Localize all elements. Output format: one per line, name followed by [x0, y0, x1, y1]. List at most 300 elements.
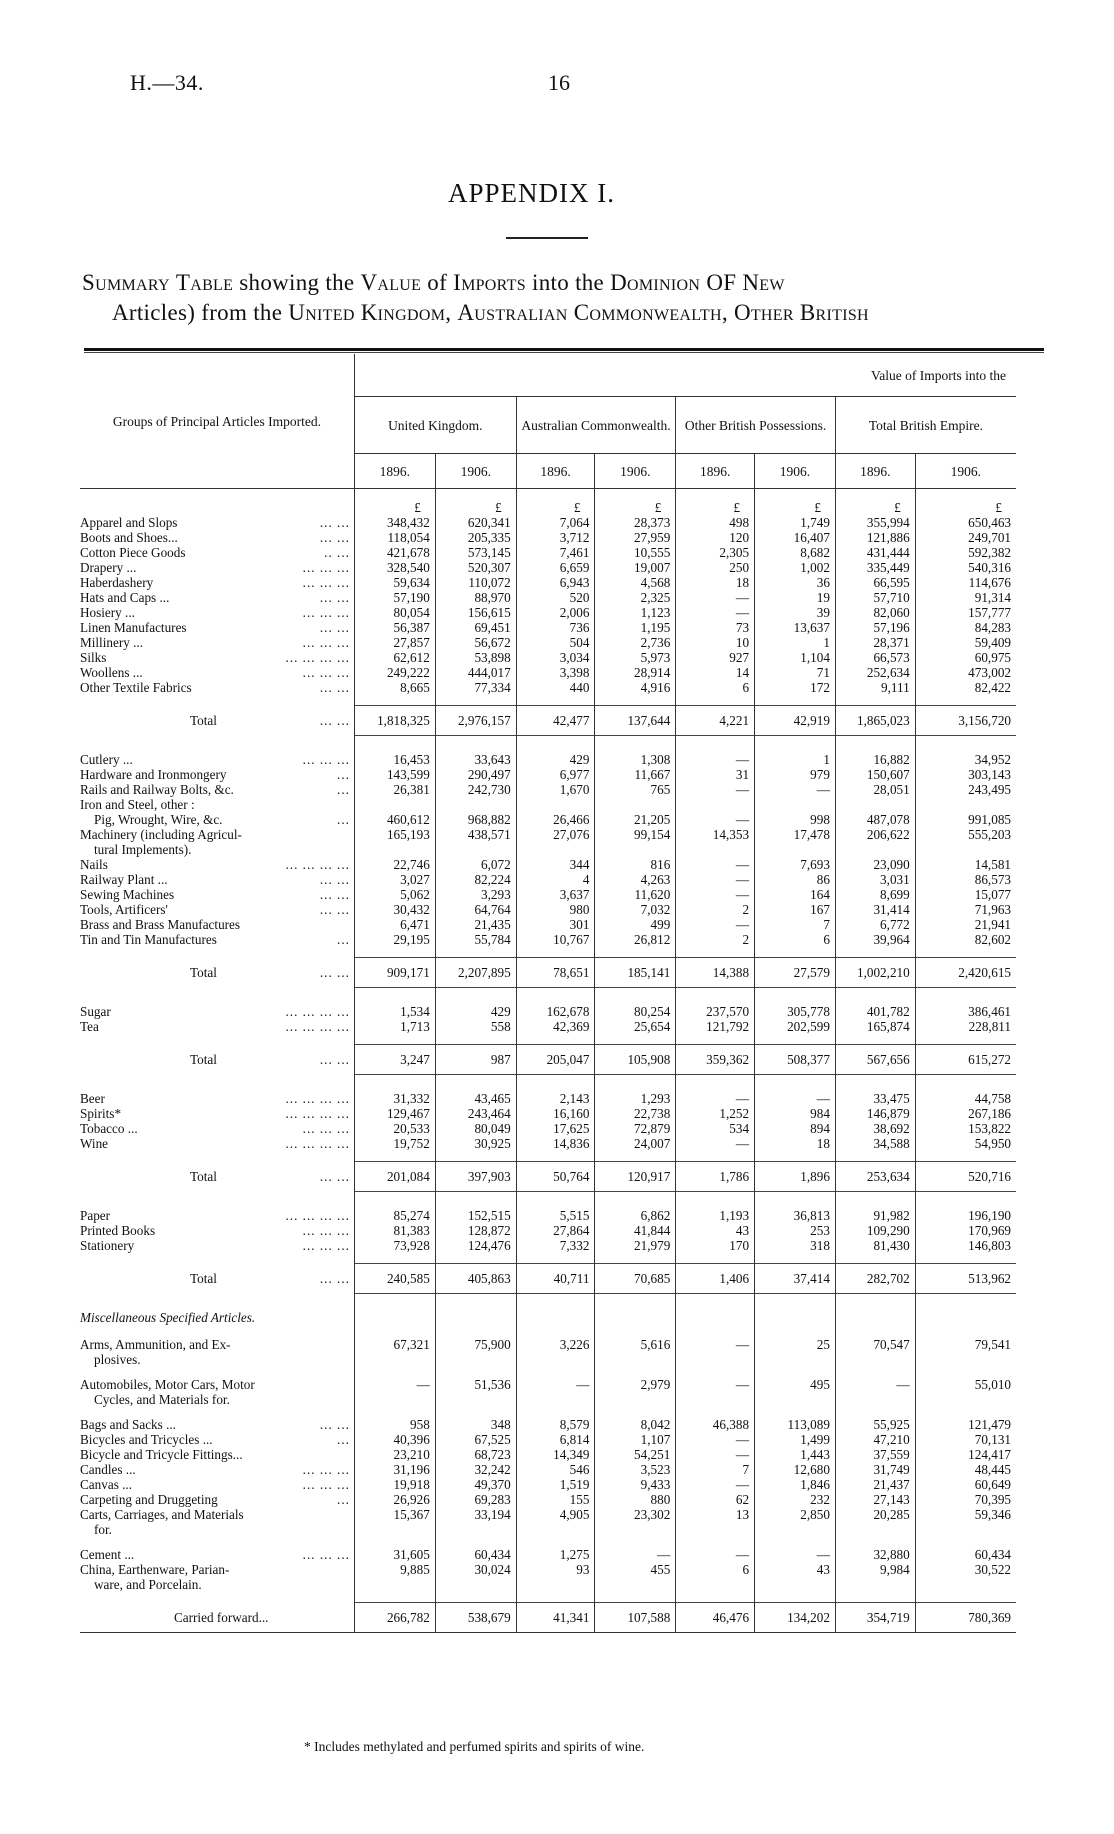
summary-word: Summary — [82, 270, 170, 295]
value-cell: 2,143 — [516, 1091, 595, 1106]
value-cell: 242,730 — [435, 782, 516, 797]
leader-dots: ... ... — [319, 964, 350, 980]
value-cell: 49,370 — [435, 1477, 516, 1492]
row-label — [80, 797, 354, 812]
value-cell: 60,434 — [915, 1547, 1016, 1562]
spacer-cell — [595, 1196, 676, 1208]
value-cell — [755, 797, 836, 812]
spacer-cell — [676, 1592, 755, 1603]
value-cell: 495 — [755, 1377, 836, 1392]
value-cell: 21,435 — [435, 917, 516, 932]
row-label — [80, 530, 354, 545]
spacer-cell — [435, 1325, 516, 1337]
value-cell: 71 — [755, 665, 836, 680]
row-label-text: Bicycles and Tricycles ... — [80, 1432, 213, 1447]
value-cell: 7 — [755, 917, 836, 932]
spacer-cell — [80, 947, 354, 958]
value-cell: 62 — [676, 1492, 755, 1507]
spacer-row — [80, 695, 1016, 706]
spacer-cell — [755, 695, 836, 706]
spacer-cell — [435, 1253, 516, 1264]
value-cell — [595, 1392, 676, 1407]
spacer-cell — [80, 1151, 354, 1162]
value-cell: 998 — [755, 812, 836, 827]
value-cell: 620,341 — [435, 515, 516, 530]
value-cell: 143,599 — [354, 767, 435, 782]
spacer-cell — [354, 1079, 435, 1091]
value-cell: 113,089 — [755, 1417, 836, 1432]
value-cell: 16,453 — [354, 752, 435, 767]
spacer-cell — [915, 1196, 1016, 1208]
spacer-cell — [835, 1298, 915, 1310]
table-row — [80, 1136, 1016, 1151]
value-cell: 2,979 — [595, 1377, 676, 1392]
spacer-cell — [435, 992, 516, 1004]
leader-dots: ... ... ... — [302, 1547, 350, 1562]
table-row — [80, 1238, 1016, 1253]
value-cell: — — [595, 1547, 676, 1562]
spacer-cell — [835, 740, 915, 752]
spacer-cell — [354, 1253, 435, 1264]
value-cell — [516, 797, 595, 812]
value-cell: 303,143 — [915, 767, 1016, 782]
spacer-cell — [435, 740, 516, 752]
spacer-cell — [755, 1592, 836, 1603]
spacer-cell — [80, 1196, 354, 1208]
table-row — [80, 605, 1016, 620]
summary-word: of — [427, 270, 448, 295]
value-cell: 328,540 — [354, 560, 435, 575]
row-label — [80, 1004, 354, 1019]
leader-dots: ... — [337, 932, 350, 947]
value-cell: — — [516, 1377, 595, 1392]
value-cell: 558 — [435, 1019, 516, 1034]
value-cell: 6 — [676, 1562, 755, 1577]
total-label-text: Total — [190, 712, 217, 728]
value-cell: 6,977 — [516, 767, 595, 782]
value-cell: 498 — [676, 515, 755, 530]
row-label-text: Carts, Carriages, and Materials — [80, 1507, 244, 1522]
total-value: 282,702 — [835, 1264, 915, 1294]
value-cell: 85,274 — [354, 1208, 435, 1223]
total-value: 567,656 — [835, 1045, 915, 1075]
carried-forward-value: 41,341 — [516, 1603, 595, 1633]
spacer-cell — [595, 992, 676, 1004]
value-cell: 164 — [755, 887, 836, 902]
value-cell: 9,433 — [595, 1477, 676, 1492]
value-cell: — — [676, 872, 755, 887]
value-cell: 991,085 — [915, 812, 1016, 827]
value-cell: 44,758 — [915, 1091, 1016, 1106]
carried-forward-value: 354,719 — [835, 1603, 915, 1633]
summary-word: the — [325, 270, 355, 295]
year-header: 1896. — [835, 454, 915, 489]
value-cell: 17,478 — [755, 827, 836, 842]
value-cell: 816 — [595, 857, 676, 872]
spacer-cell — [595, 1298, 676, 1310]
value-cell: 27,076 — [516, 827, 595, 842]
value-cell: 66,595 — [835, 575, 915, 590]
table-row — [80, 932, 1016, 947]
spacer-cell — [595, 740, 676, 752]
value-cell: 56,387 — [354, 620, 435, 635]
summary-word: OF — [706, 270, 737, 295]
spacer-cell — [435, 1151, 516, 1162]
row-label — [80, 857, 354, 872]
total-value: 3,156,720 — [915, 706, 1016, 736]
row-label — [80, 545, 354, 560]
summary-word: United — [288, 300, 355, 325]
footnote: * Includes methylated and perfumed spirits and spirits of wine. — [304, 1739, 645, 1754]
table-row — [80, 1091, 1016, 1106]
value-cell: 355,994 — [835, 515, 915, 530]
value-cell: 23,090 — [835, 857, 915, 872]
year-header: 1896. — [354, 454, 435, 489]
value-cell: 46,388 — [676, 1417, 755, 1432]
table-row — [80, 1121, 1016, 1136]
value-cell: 6,772 — [835, 917, 915, 932]
leader-dots: ... ... — [319, 902, 350, 917]
value-cell — [835, 842, 915, 857]
value-cell: 202,599 — [755, 1019, 836, 1034]
value-cell: 6,943 — [516, 575, 595, 590]
currency-symbol: £ — [435, 489, 516, 516]
value-cell — [676, 842, 755, 857]
leader-dots: ... ... — [319, 1051, 350, 1067]
spacer-cell — [435, 1298, 516, 1310]
spacer-cell — [516, 947, 595, 958]
total-value: 50,764 — [516, 1162, 595, 1192]
spacer-cell — [595, 1034, 676, 1045]
summary-line-2 — [112, 300, 1024, 326]
value-cell: 455 — [595, 1562, 676, 1577]
table-row — [80, 1004, 1016, 1019]
value-cell: 27,959 — [595, 530, 676, 545]
spacer-row — [80, 1325, 1016, 1337]
table-row — [80, 1432, 1016, 1447]
table-row — [80, 902, 1016, 917]
value-cell: 252,634 — [835, 665, 915, 680]
leader-dots: ... ... ... — [302, 575, 350, 590]
value-cell — [676, 1352, 755, 1367]
value-cell — [354, 1352, 435, 1367]
title-rule — [506, 237, 588, 239]
value-cell: 120 — [676, 530, 755, 545]
value-cell: 86 — [755, 872, 836, 887]
value-cell: 124,417 — [915, 1447, 1016, 1462]
value-cell: 4,916 — [595, 680, 676, 695]
value-cell: 592,382 — [915, 545, 1016, 560]
value-cell: — — [676, 1337, 755, 1352]
spacer-cell — [676, 992, 755, 1004]
spacer-cell — [835, 1034, 915, 1045]
table-row — [80, 842, 1016, 857]
row-label — [80, 887, 354, 902]
spacer-cell — [435, 947, 516, 958]
row-label-text: Spirits* — [80, 1106, 122, 1121]
value-cell: 1,002 — [755, 560, 836, 575]
value-cell: 504 — [516, 635, 595, 650]
value-cell: 165,874 — [835, 1019, 915, 1034]
spacer-cell — [595, 1537, 676, 1547]
value-cell: 26,812 — [595, 932, 676, 947]
value-cell: 8,665 — [354, 680, 435, 695]
row-label — [80, 752, 354, 767]
value-cell — [516, 842, 595, 857]
value-cell: 499 — [595, 917, 676, 932]
value-cell: 170,969 — [915, 1223, 1016, 1238]
spacer-cell — [915, 1079, 1016, 1091]
value-cell: 75,900 — [435, 1337, 516, 1352]
value-cell: 36,813 — [755, 1208, 836, 1223]
table-row — [80, 1477, 1016, 1492]
total-value: 42,477 — [516, 706, 595, 736]
value-cell: 69,283 — [435, 1492, 516, 1507]
spacer-cell — [755, 1196, 836, 1208]
value-cell: 9,885 — [354, 1562, 435, 1577]
spacer-row — [80, 992, 1016, 1004]
table-row — [80, 872, 1016, 887]
value-cell: 146,803 — [915, 1238, 1016, 1253]
value-cell: 16,160 — [516, 1106, 595, 1121]
carried-forward-value: 266,782 — [354, 1603, 435, 1633]
total-value: 909,171 — [354, 958, 435, 988]
value-cell: 301 — [516, 917, 595, 932]
spacer-cell — [915, 1325, 1016, 1337]
row-label — [80, 665, 354, 680]
value-cell — [435, 1577, 516, 1592]
spacer-cell — [354, 947, 435, 958]
spacer-cell — [595, 947, 676, 958]
value-cell: — — [676, 812, 755, 827]
leader-dots: ... ... ... — [302, 635, 350, 650]
row-label — [80, 590, 354, 605]
value-cell: 33,643 — [435, 752, 516, 767]
value-cell: 55,784 — [435, 932, 516, 947]
value-cell — [354, 1577, 435, 1592]
row-label-text: Printed Books — [80, 1223, 156, 1238]
value-cell: 1,749 — [755, 515, 836, 530]
total-row — [80, 958, 1016, 988]
value-cell: 6 — [755, 932, 836, 947]
spacer-cell — [80, 1407, 354, 1417]
value-cell: 91,982 — [835, 1208, 915, 1223]
year-header: 1906. — [435, 454, 516, 489]
row-label-text: Tin and Tin Manufactures — [80, 932, 217, 947]
row-label-text: Apparel and Slops — [80, 515, 178, 530]
currency-symbol: £ — [915, 489, 1016, 516]
groups-header: Groups of Principal Articles Imported. — [112, 413, 321, 429]
leader-dots: ... ... — [319, 887, 350, 902]
spacer-cell — [516, 1537, 595, 1547]
value-cell: 93 — [516, 1562, 595, 1577]
table-row — [80, 1562, 1016, 1577]
spacer-cell — [354, 1151, 435, 1162]
summary-word: Australian — [457, 300, 568, 325]
value-cell: 4 — [516, 872, 595, 887]
row-label — [80, 1447, 354, 1462]
value-cell: 21,205 — [595, 812, 676, 827]
value-cell: 64,764 — [435, 902, 516, 917]
value-cell: 11,620 — [595, 887, 676, 902]
leader-dots: ... — [337, 812, 350, 827]
leader-dots: ... ... ... — [302, 752, 350, 767]
value-cell: 67,525 — [435, 1432, 516, 1447]
year-header: 1896. — [516, 454, 595, 489]
spacer-row — [80, 947, 1016, 958]
table-row — [80, 635, 1016, 650]
value-cell: 9,984 — [835, 1562, 915, 1577]
row-label — [80, 842, 354, 857]
total-value: 397,903 — [435, 1162, 516, 1192]
value-cell: 736 — [516, 620, 595, 635]
leader-dots: ... ... — [319, 530, 350, 545]
value-cell: 14,349 — [516, 1447, 595, 1462]
page-number: 16 — [548, 70, 570, 95]
row-label — [80, 1121, 354, 1136]
row-label — [80, 1577, 354, 1592]
value-cell: 39 — [755, 605, 836, 620]
summary-word: Value — [360, 270, 422, 295]
total-value: 14,388 — [676, 958, 755, 988]
value-cell: 19 — [755, 590, 836, 605]
spacer-cell — [80, 1367, 354, 1377]
value-cell: 1,275 — [516, 1547, 595, 1562]
value-cell: 15,077 — [915, 887, 1016, 902]
spacer-cell — [516, 1325, 595, 1337]
value-cell: 43,465 — [435, 1091, 516, 1106]
value-cell: 1,193 — [676, 1208, 755, 1223]
value-cell — [435, 1352, 516, 1367]
value-cell: 440 — [516, 680, 595, 695]
value-cell — [835, 1392, 915, 1407]
summary-word: the — [575, 270, 605, 295]
leader-dots: ... ... — [319, 620, 350, 635]
value-cell: 14,581 — [915, 857, 1016, 872]
row-label-text: China, Earthenware, Parian- — [80, 1562, 230, 1577]
value-cell: 927 — [676, 650, 755, 665]
value-cell: 43 — [755, 1562, 836, 1577]
value-cell — [435, 1522, 516, 1537]
spacer-cell — [516, 1407, 595, 1417]
value-cell: 84,283 — [915, 620, 1016, 635]
value-cell: 70,131 — [915, 1432, 1016, 1447]
table-row — [80, 1577, 1016, 1592]
spacer-row — [80, 740, 1016, 752]
appendix-title: APPENDIX I. — [448, 178, 616, 208]
value-cell: 31,196 — [354, 1462, 435, 1477]
leader-dots: ... ... ... — [302, 1223, 350, 1238]
value-cell: 13 — [676, 1507, 755, 1522]
document-reference: H.—34. — [130, 70, 204, 95]
value-cell: 67,321 — [354, 1337, 435, 1352]
empty-cell — [354, 1310, 435, 1325]
value-cell: 121,792 — [676, 1019, 755, 1034]
value-cell: 33,194 — [435, 1507, 516, 1522]
summary-word: Other — [733, 300, 794, 325]
leader-dots: .. ... — [324, 545, 350, 560]
value-cell: 5,973 — [595, 650, 676, 665]
spacer-cell — [835, 1537, 915, 1547]
spacer-cell — [915, 947, 1016, 958]
column-group-header: Other British Possessions. — [676, 397, 836, 454]
value-cell: 10 — [676, 635, 755, 650]
spacer-cell — [915, 740, 1016, 752]
value-cell: 29,195 — [354, 932, 435, 947]
value-cell: 16,882 — [835, 752, 915, 767]
row-label-text: Cotton Piece Goods — [80, 545, 186, 560]
value-cell: 228,811 — [915, 1019, 1016, 1034]
value-cell: 1,670 — [516, 782, 595, 797]
total-value: 27,579 — [755, 958, 836, 988]
spacer-cell — [915, 695, 1016, 706]
row-label — [80, 1477, 354, 1492]
spacer-cell — [80, 1034, 354, 1045]
value-cell: 25 — [755, 1337, 836, 1352]
value-cell — [915, 797, 1016, 812]
spacer-cell — [915, 1367, 1016, 1377]
value-cell — [354, 1522, 435, 1537]
table-row — [80, 530, 1016, 545]
table-row — [80, 1522, 1016, 1537]
total-label-text: Total — [190, 964, 217, 980]
spacer-cell — [435, 1592, 516, 1603]
value-cell: 80,254 — [595, 1004, 676, 1019]
value-cell: 51,536 — [435, 1377, 516, 1392]
value-cell: 23,302 — [595, 1507, 676, 1522]
value-cell: 26,381 — [354, 782, 435, 797]
value-cell: 11,667 — [595, 767, 676, 782]
value-cell — [354, 842, 435, 857]
leader-dots: ... ... ... — [302, 605, 350, 620]
row-label — [80, 1352, 354, 1367]
row-label — [80, 515, 354, 530]
total-label-text: Total — [190, 1051, 217, 1067]
value-cell: 70,547 — [835, 1337, 915, 1352]
value-cell: 57,710 — [835, 590, 915, 605]
value-cell: 88,970 — [435, 590, 516, 605]
value-cell: 165,193 — [354, 827, 435, 842]
summary-word: Dominion — [610, 270, 701, 295]
value-cell: 33,475 — [835, 1091, 915, 1106]
spacer-cell — [435, 1034, 516, 1045]
value-cell: 5,515 — [516, 1208, 595, 1223]
row-label-text: Automobiles, Motor Cars, Motor — [80, 1377, 255, 1392]
spacer-cell — [354, 1367, 435, 1377]
row-label-text: Haberdashery — [80, 575, 154, 590]
total-value: 615,272 — [915, 1045, 1016, 1075]
value-cell: 129,467 — [354, 1106, 435, 1121]
table-row — [80, 1208, 1016, 1223]
table-row — [80, 545, 1016, 560]
spacer-cell — [354, 1407, 435, 1417]
leader-dots: ... ... ... ... — [285, 650, 350, 665]
value-cell: 28,373 — [595, 515, 676, 530]
table-row — [80, 650, 1016, 665]
value-cell: 3,523 — [595, 1462, 676, 1477]
row-label — [80, 1547, 354, 1562]
empty-cell — [516, 1310, 595, 1325]
row-label-text: Silks — [80, 650, 107, 665]
value-cell: — — [676, 1432, 755, 1447]
total-label — [80, 958, 354, 988]
table-row — [80, 857, 1016, 872]
value-cell: 70,395 — [915, 1492, 1016, 1507]
summary-word: Imports — [453, 270, 526, 295]
leader-dots: ... ... ... — [302, 665, 350, 680]
row-label-text: Carpeting and Druggeting — [80, 1492, 218, 1507]
value-cell: 152,515 — [435, 1208, 516, 1223]
